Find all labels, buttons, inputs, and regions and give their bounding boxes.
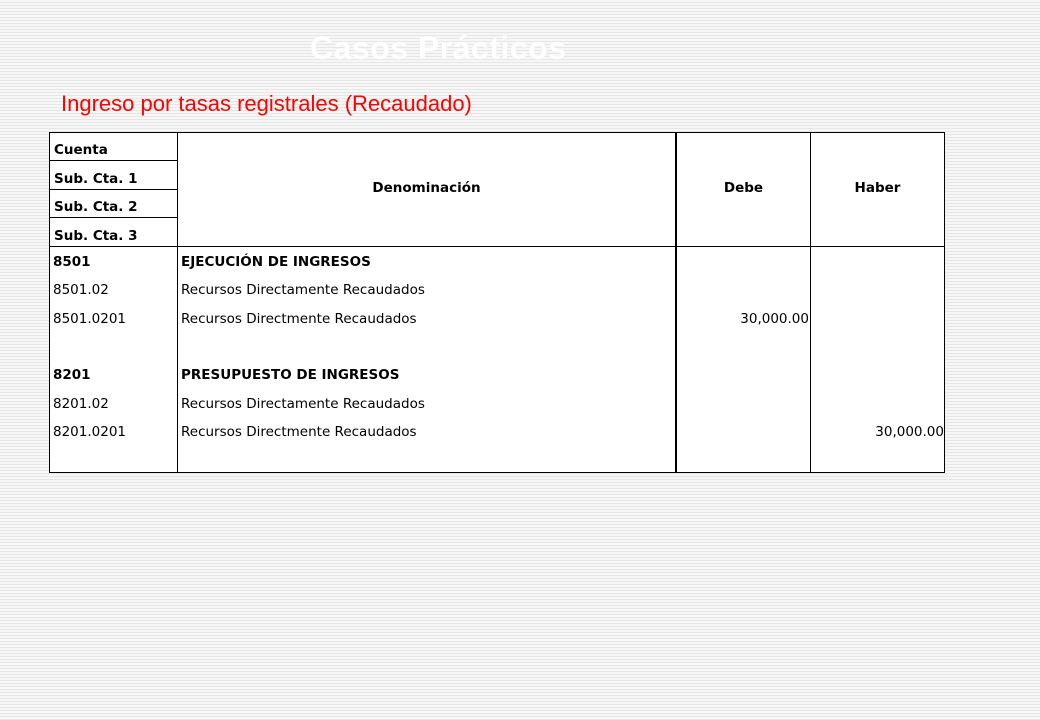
row-code: 8201.02 [53, 396, 109, 412]
row-name: EJECUCIÓN DE INGRESOS [181, 254, 371, 270]
row-name: PRESUPUESTO DE INGRESOS [181, 367, 400, 383]
row-code: 8501.02 [53, 282, 109, 298]
header-bottom-line [50, 246, 944, 247]
header-line-2 [50, 189, 178, 190]
row-code: 8201.0201 [53, 424, 127, 440]
header-haber: Haber [854, 180, 901, 196]
row-code: 8501.0201 [53, 311, 127, 327]
header-denominacion: Denominación [372, 180, 481, 196]
row-credit: 30,000.00 [875, 424, 944, 440]
header-sub-cta-2: Sub. Cta. 2 [54, 199, 138, 215]
header-line-1 [50, 160, 178, 161]
slide-title: Casos Prácticos [310, 30, 567, 66]
row-name: Recursos Directamente Recaudados [181, 396, 425, 412]
header-sub-cta-1: Sub. Cta. 1 [54, 171, 138, 187]
row-code: 8501 [53, 254, 91, 270]
header-cuenta: Cuenta [54, 142, 108, 158]
slide-subtitle: Ingreso por tasas registrales (Recaudado) [61, 91, 472, 116]
row-name: Recursos Directamente Recaudados [181, 282, 425, 298]
header-sub-cta-3: Sub. Cta. 3 [54, 228, 138, 244]
row-name: Recursos Directmente Recaudados [181, 424, 417, 440]
ledger-table [49, 132, 945, 473]
header-line-3 [50, 217, 178, 218]
row-code: 8201 [53, 367, 91, 383]
row-debit: 30,000.00 [740, 311, 809, 327]
row-name: Recursos Directmente Recaudados [181, 311, 417, 327]
header-debe: Debe [723, 180, 764, 196]
